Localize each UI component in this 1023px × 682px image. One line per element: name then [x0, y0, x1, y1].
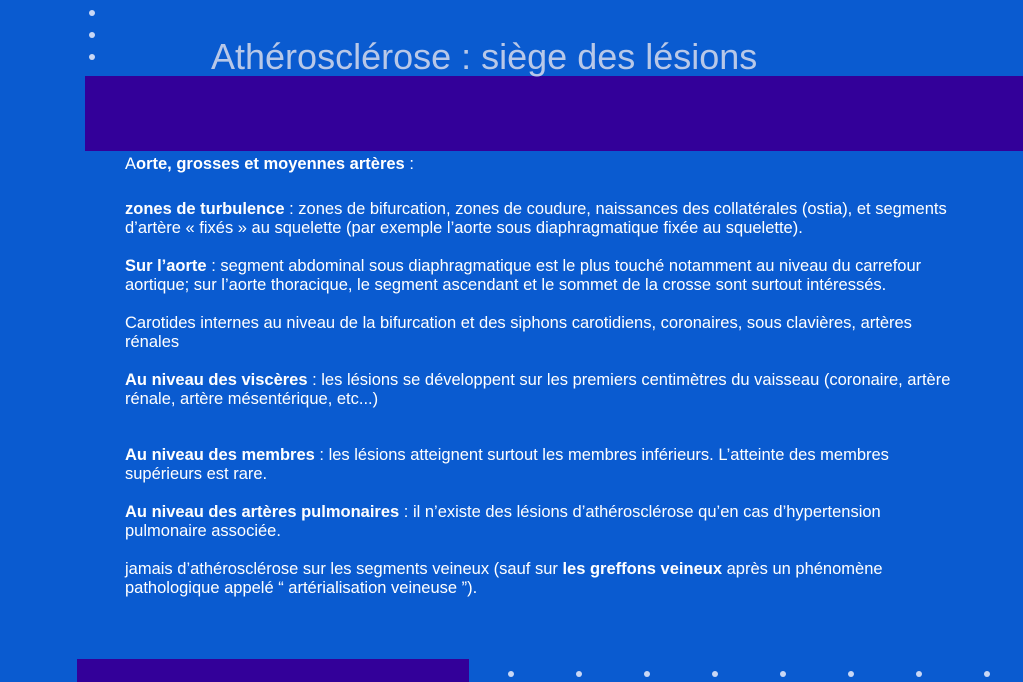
dot — [89, 32, 95, 38]
paragraph-text: : il n’existe des lésions d’athérosclérose qu’en cas d’hypertension pulmonaire associée. — [125, 503, 881, 540]
paragraph-pulmonaires — [125, 503, 955, 541]
paragraph-text: : les lésions se développent sur les premiers centimètres du vaisseau (coronaire, artère rénale, artère mésentérique, etc...) — [125, 371, 951, 408]
dot — [89, 10, 95, 16]
paragraph-visceres — [125, 371, 955, 409]
paragraph-text: jamais d’athérosclérose sur les segments veineux (sauf sur — [125, 560, 563, 578]
paragraph-bold: zones de turbulence — [125, 200, 285, 218]
paragraph-turbulence — [125, 200, 955, 238]
paragraph-text: après un phénomène pathologique appelé “ artérialisation veineuse ”). — [125, 560, 883, 597]
slide-title: Athérosclérose : siège des lésions — [211, 36, 758, 77]
paragraph-bold: Au niveau des viscères — [125, 371, 308, 389]
paragraph-bold: Au niveau des artères pulmonaires — [125, 503, 400, 521]
paragraph-text: Carotides internes au niveau de la bifurcation et des siphons carotidiens, coronaires, sous clavières, artères rénales — [125, 314, 912, 351]
dot — [984, 671, 990, 677]
intro-bold: orte, grosses et moyennes artères — [136, 155, 405, 173]
dot — [644, 671, 650, 677]
paragraph-veineux — [125, 560, 955, 598]
paragraph-bold: Au niveau des membres — [125, 446, 315, 464]
intro-line — [125, 155, 955, 174]
paragraph-aorte — [125, 257, 955, 295]
intro-first-letter: A — [125, 155, 137, 173]
intro-rest: : — [404, 155, 414, 173]
dot — [89, 54, 95, 60]
paragraph-bold: les greffons veineux — [562, 560, 723, 578]
paragraph-text: : zones de bifurcation, zones de coudure, naissances des collatérales (ostia), et segments d’artère « fixés » au squelette (par exemple l’aorte sous diaphragmatique fixée au squelette). — [125, 200, 947, 237]
dot — [712, 671, 718, 677]
dot — [916, 671, 922, 677]
dot — [848, 671, 854, 677]
paragraph-text: : les lésions atteignent surtout les membres inférieurs. L’atteinte des membres supérieurs est rare. — [125, 446, 889, 483]
paragraph-text: : segment abdominal sous diaphragmatique est le plus touché notamment au niveau du carrefour aortique; sur l’aorte thoracique, le segment ascendant et le sommet de la crosse sont surtout intéressés. — [125, 257, 922, 294]
dot — [576, 671, 582, 677]
bottom-band — [77, 659, 469, 682]
paragraph-membres — [125, 446, 955, 484]
dot — [508, 671, 514, 677]
paragraph-carotides — [125, 314, 955, 352]
dot — [780, 671, 786, 677]
slide-content — [125, 155, 955, 598]
paragraph-bold: Sur l’aorte — [125, 257, 207, 275]
title-band — [85, 76, 1023, 151]
